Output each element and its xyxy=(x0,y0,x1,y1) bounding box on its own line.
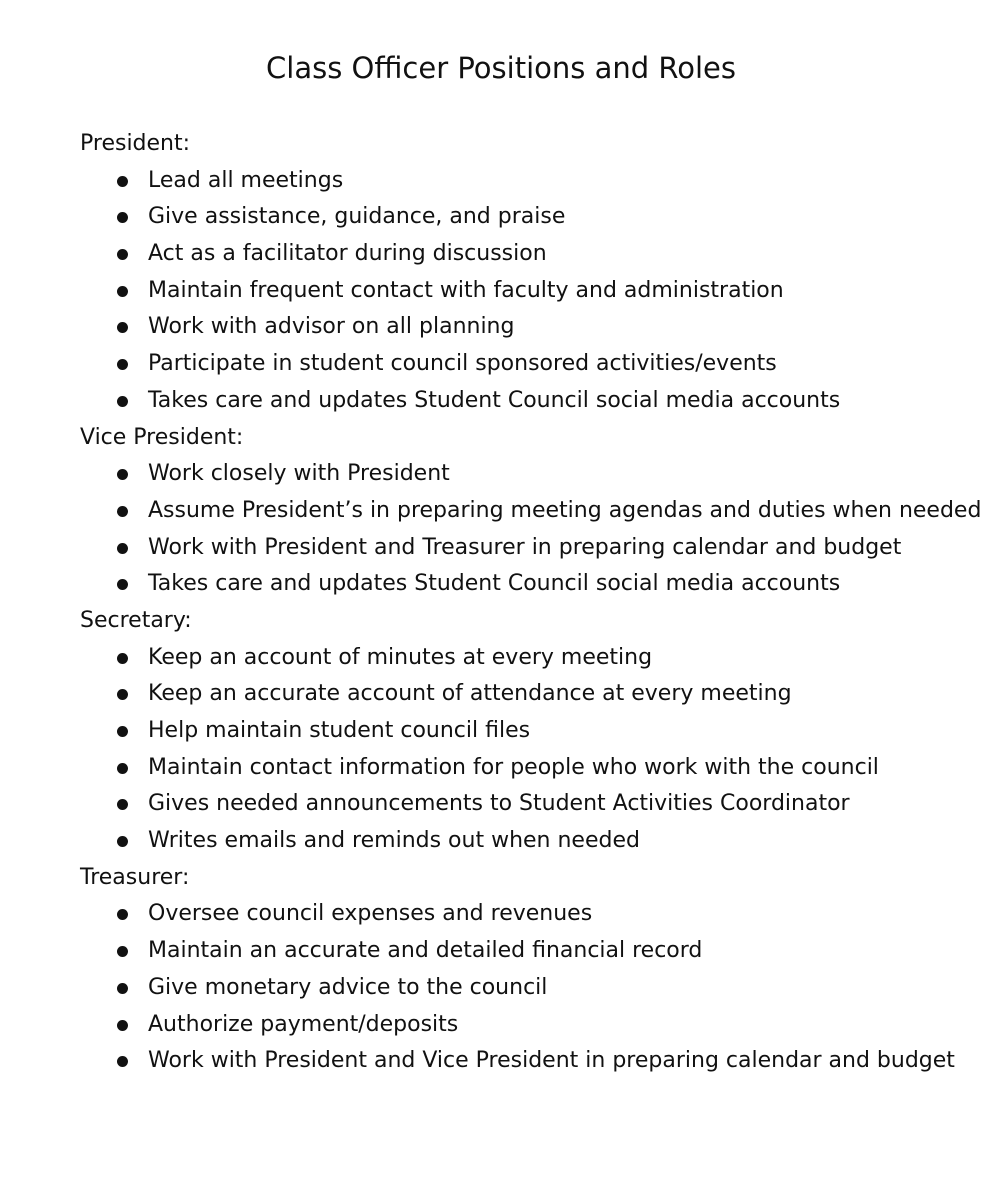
list-item-text: Lead all meetings xyxy=(148,167,344,193)
section-treasurer xyxy=(80,860,980,1080)
section-heading: Treasurer: xyxy=(80,864,190,890)
list-item-text: Work with President and Vice President in preparing calendar and budget xyxy=(148,1048,955,1074)
section-heading: President: xyxy=(80,131,191,156)
bullet-icon xyxy=(117,396,128,407)
bullet-icon xyxy=(117,689,128,700)
list-item xyxy=(80,933,980,970)
list-item xyxy=(80,530,980,567)
list-item xyxy=(80,346,980,383)
bullet-icon xyxy=(117,799,128,810)
list-item xyxy=(80,750,980,787)
list-item xyxy=(80,970,980,1007)
section-heading: Vice President: xyxy=(80,424,244,450)
list-item-text: Act as a facilitator during discussion xyxy=(148,241,547,267)
role-list xyxy=(80,640,980,860)
list-item-text: Work closely with President xyxy=(148,461,450,487)
list-item-text: Takes care and updates Student Council social media accounts xyxy=(148,387,841,413)
document-title: Class Officer Positions and Roles xyxy=(266,51,736,85)
list-item-text: Maintain contact information for people who work with the council xyxy=(148,754,879,780)
list-item xyxy=(80,456,980,493)
list-item-text: Give assistance, guidance, and praise xyxy=(148,204,566,230)
bullet-icon xyxy=(117,983,128,994)
section-president xyxy=(80,126,980,420)
role-list xyxy=(80,456,980,603)
list-item xyxy=(80,640,980,677)
list-item xyxy=(80,236,980,273)
list-item-text: Gives needed announcements to Student Activities Coordinator xyxy=(148,791,850,817)
list-item-text: Writes emails and reminds out when needed xyxy=(148,828,640,854)
list-item xyxy=(80,163,980,200)
list-item-text: Work with President and Treasurer in preparing calendar and budget xyxy=(148,534,902,560)
list-item-text: Keep an accurate account of attendance at every meeting xyxy=(148,681,792,707)
bullet-icon xyxy=(117,1020,128,1031)
bullet-icon xyxy=(117,763,128,774)
section-secretary xyxy=(80,603,980,860)
bullet-icon xyxy=(117,653,128,664)
bullet-icon xyxy=(117,212,128,223)
list-item-text: Maintain an accurate and detailed financial record xyxy=(148,938,703,964)
list-item-text: Help maintain student council files xyxy=(148,718,531,743)
bullet-icon xyxy=(117,359,128,370)
list-item xyxy=(80,1007,980,1044)
list-item-text: Work with advisor on all planning xyxy=(148,314,515,340)
list-item-text: Participate in student council sponsored activities/events xyxy=(148,351,777,377)
list-item xyxy=(80,713,980,750)
bullet-icon xyxy=(117,176,128,187)
list-item xyxy=(80,199,980,236)
list-item-text: Oversee council expenses and revenues xyxy=(148,901,593,927)
section-heading: Secretary: xyxy=(80,607,192,633)
list-item xyxy=(80,676,980,713)
list-item-text: Takes care and updates Student Council social media accounts xyxy=(148,571,841,597)
list-item xyxy=(80,896,980,933)
bullet-icon xyxy=(117,322,128,333)
list-item-text: Keep an account of minutes at every meeting xyxy=(148,644,653,670)
list-item xyxy=(80,273,980,310)
bullet-icon xyxy=(117,1056,128,1067)
list-item xyxy=(80,383,980,420)
list-item xyxy=(80,823,980,860)
bullet-icon xyxy=(117,726,128,737)
list-item-text: Authorize payment/deposits xyxy=(148,1011,459,1037)
bullet-icon xyxy=(117,909,128,920)
list-item xyxy=(80,309,980,346)
bullet-icon xyxy=(117,469,128,480)
role-list xyxy=(80,163,980,420)
bullet-icon xyxy=(117,286,128,297)
document-body xyxy=(80,126,980,1080)
list-item xyxy=(80,493,980,530)
bullet-icon xyxy=(117,836,128,847)
bullet-icon xyxy=(117,946,128,957)
bullet-icon xyxy=(117,579,128,590)
list-item-text: Maintain frequent contact with faculty and administration xyxy=(148,277,784,303)
list-item xyxy=(80,1043,980,1080)
section-vice-president xyxy=(80,420,980,603)
role-list xyxy=(80,896,980,1079)
list-item-text: Assume President’s in preparing meeting agendas and duties when needed xyxy=(148,497,982,523)
list-item xyxy=(80,786,980,823)
bullet-icon xyxy=(117,506,128,517)
list-item xyxy=(80,566,980,603)
list-item-text: Give monetary advice to the council xyxy=(148,974,548,1000)
bullet-icon xyxy=(117,249,128,260)
bullet-icon xyxy=(117,543,128,554)
